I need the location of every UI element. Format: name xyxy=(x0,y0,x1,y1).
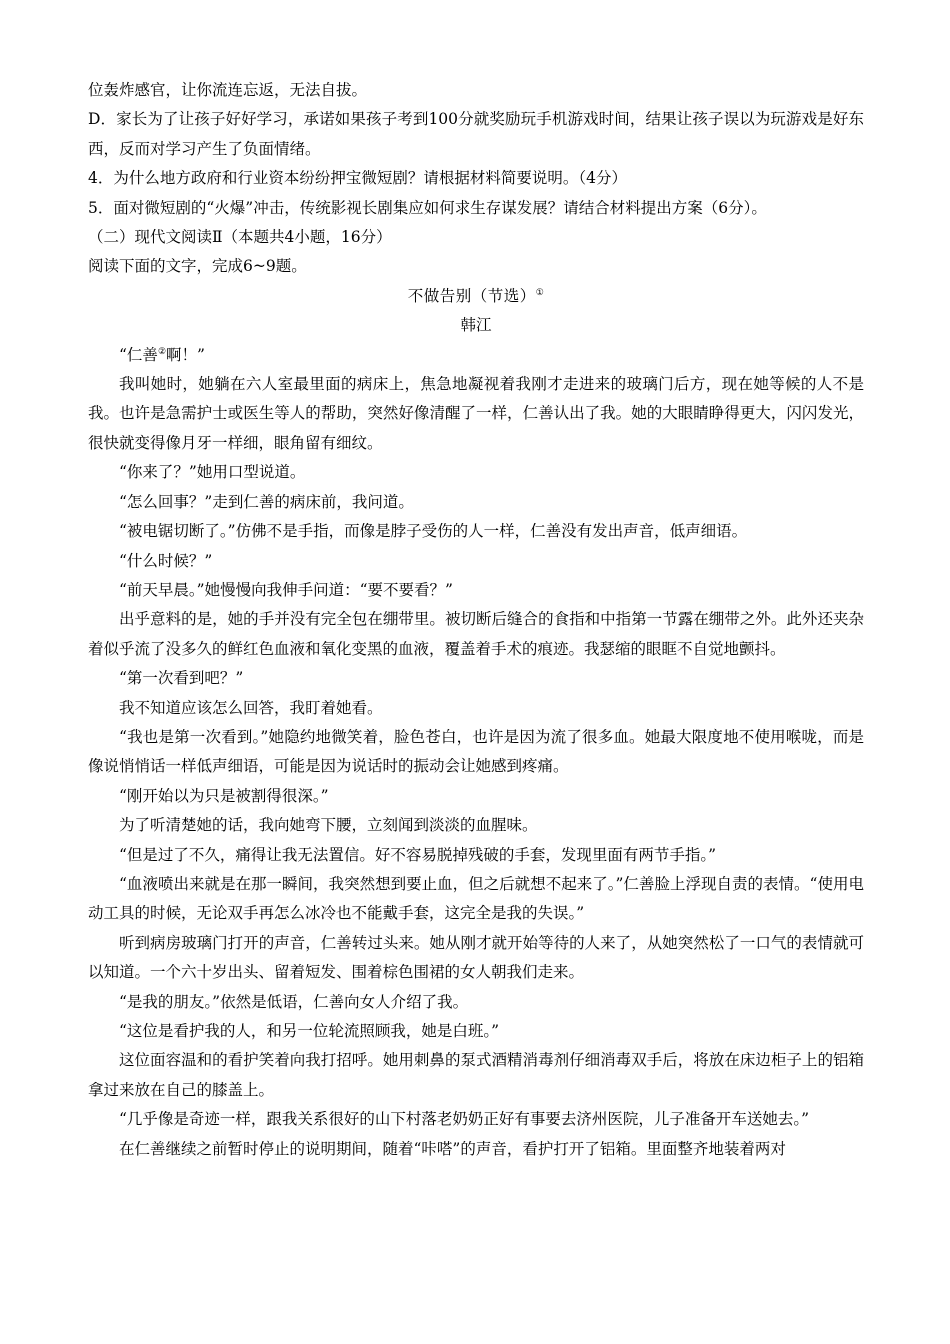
footnote-marker: ② xyxy=(157,346,167,357)
section-heading: （二）现代文阅读Ⅱ（本题共4小题，16分） xyxy=(88,228,392,247)
article-paragraph: “血液喷出来就是在那一瞬间，我突然想到要止血，但之后就想不起来了。”仁善脸上浮现自责的表情。“使用电动工具的时候，无论双手再怎么冰冷也不能戴手套，这完全是我的失误。” xyxy=(88,874,864,923)
article-body xyxy=(88,370,864,1164)
option-d: D．家长为了让孩子好好学习，承诺如果孩子考到100分就奖励玩手机游戏时间，结果让孩子误以为玩游戏是好东西，反而对学习产生了负面情绪。 xyxy=(88,110,864,158)
article-paragraph: “是我的朋友。”依然是低语，仁善向女人介绍了我。 xyxy=(119,992,469,1011)
article-paragraph: “怎么回事？”走到仁善的病床前，我问道。 xyxy=(119,492,414,511)
article-paragraph: 我不知道应该怎么回答，我盯着她看。 xyxy=(119,698,383,717)
article-paragraph: 这位面容温和的看护笑着向我打招呼。她用刺鼻的泵式酒精消毒剂仔细消毒双手后，将放在床边柜子上的铝箱拿过来放在自己的膝盖上。 xyxy=(88,1051,864,1099)
article-paragraph: “被电锯切断了。”仿佛不是手指，而像是脖子受伤的人一样，仁善没有发出声音，低声细语。 xyxy=(119,522,748,541)
article-paragraph: “仁善②啊！” xyxy=(119,345,205,364)
article-paragraph: “什么时候？” xyxy=(119,551,213,570)
article-paragraph: “这位是看护我的人，和另一位轮流照顾我，她是白班。” xyxy=(119,1022,500,1040)
question-4: 4．为什么地方政府和行业资本纷纷押宝微短剧？请根据材料简要说明。（4分） xyxy=(88,169,627,188)
article-paragraph: “第一次看到吧？” xyxy=(119,669,244,688)
article-paragraph: 在仁善继续之前暂时停止的说明期间，随着“咔嗒”的声音，看护打开了铝箱。里面整齐地装着两对 xyxy=(119,1139,786,1158)
article-title: 不做告别（节选）① xyxy=(407,286,545,305)
section-instruction: 阅读下面的文字，完成6~9题。 xyxy=(88,257,307,276)
article-paragraph: 出乎意料的是，她的手并没有完全包在绷带里。被切断后缝合的食指和中指第一节露在绷带之外。此外还夹杂着似乎流了没多久的鲜红色血液和氧化变黑的血液，覆盖着手术的痕迹。我瑟缩的眼眶不自觉地颤抖。 xyxy=(88,610,864,658)
article-paragraph: “但是过了不久，痛得让我无法置信。好不容易脱掉残破的手套，发现里面有两节手指。” xyxy=(119,845,717,864)
footnote-marker: ① xyxy=(535,287,545,298)
article-author: 韩江 xyxy=(460,316,492,335)
document-page xyxy=(88,76,864,1164)
option-c-continuation: 位轰炸感官，让你流连忘返，无法自拔。 xyxy=(88,81,368,99)
article-paragraph: 听到病房玻璃门打开的声音，仁善转过头来。她从刚才就开始等待的人来了，从她突然松了一口气的表情就可以知道。一个六十岁出头、留着短发、围着棕色围裙的女人朝我们走来。 xyxy=(88,933,864,982)
article-paragraph: 我叫她时，她躺在六人室最里面的病床上，焦急地凝视着我刚才走进来的玻璃门后方，现在她等候的人不是我。也许是急需护士或医生等人的帮助，突然好像清醒了一样，仁善认出了我。她的大眼睛睁得更大，闪闪发光，很快就变得像月牙一样细，眼角留有细纹。 xyxy=(88,375,864,452)
article-paragraph: “前天早晨。”她慢慢向我伸手问道：“要不要看？” xyxy=(119,580,453,599)
article-paragraph: “几乎像是奇迹一样，跟我关系很好的山下村落老奶奶正好有事要去济州医院，儿子准备开车送她去。” xyxy=(119,1110,810,1129)
article-paragraph: 为了听清楚她的话，我向她弯下腰，立刻闻到淡淡的血腥味。 xyxy=(119,816,538,835)
article-paragraph: “我也是第一次看到。”她隐约地微笑着，脸色苍白，也许是因为流了很多血。她最大限度地不使用喉咙，而是像说悄悄话一样低声细语，可能是因为说话时的振动会让她感到疼痛。 xyxy=(88,727,864,776)
article-paragraph: “刚开始以为只是被割得很深。” xyxy=(119,786,329,805)
article-paragraph: “你来了？”她用口型说道。 xyxy=(119,463,306,482)
question-5: 5．面对微短剧的“火爆”冲击，传统影视长剧集应如何求生存谋发展？请结合材料提出方案（6分）。 xyxy=(88,198,767,217)
